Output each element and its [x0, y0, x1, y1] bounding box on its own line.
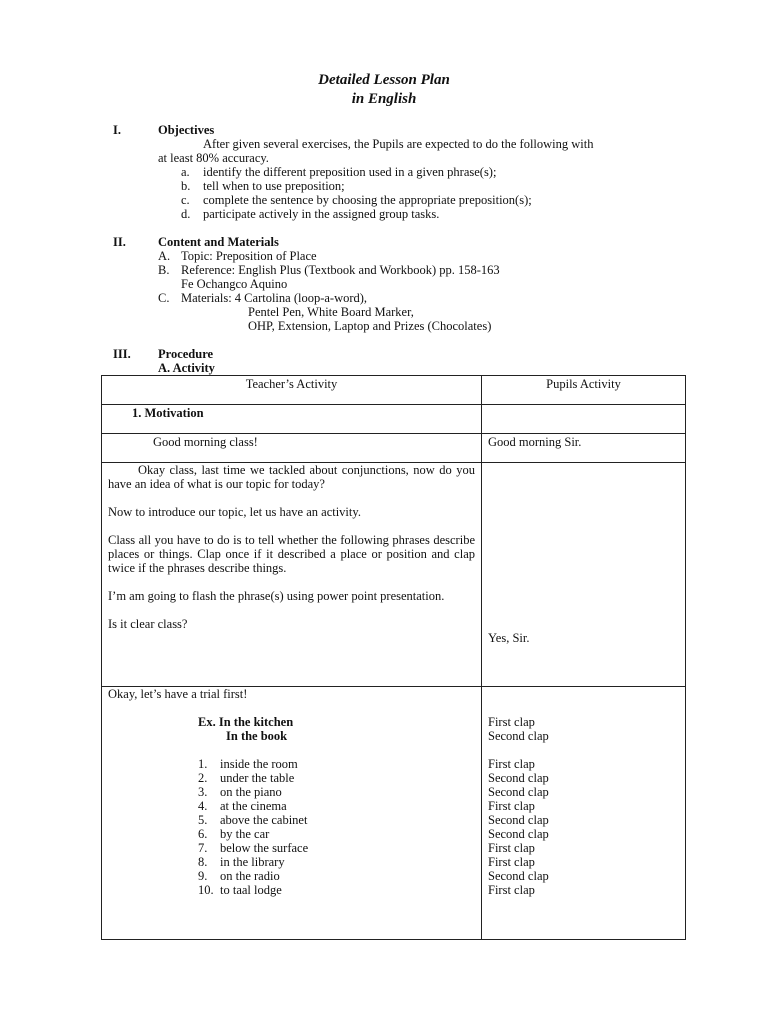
activity-table — [101, 375, 686, 940]
table-row — [102, 463, 686, 687]
list-item: 2. under the table — [198, 771, 295, 785]
list-item: 7. below the surface — [198, 841, 309, 855]
greeting-teacher: Good morning class! — [102, 434, 482, 463]
objective-letter: d. — [181, 207, 191, 221]
content-materials: Pentel Pen, White Board Marker, — [248, 305, 414, 319]
list-item: 1. inside the room — [198, 757, 298, 771]
instruction-paragraph: Okay class, last time we tackled about conjunctions, now do you have an idea of what is our topic for today? — [108, 463, 475, 491]
objectives-intro-line1: After given several exercises, the Pupils are expected to do the following with — [203, 137, 594, 151]
instruction-question: Is it clear class? — [108, 617, 188, 631]
list-item: Second clap — [488, 869, 549, 883]
list-item: 8. in the library — [198, 855, 285, 869]
example-phrase: In the book — [226, 729, 288, 743]
content-letter: A. — [158, 249, 171, 263]
list-item: Second clap — [488, 785, 549, 799]
content-materials: OHP, Extension, Laptop and Prizes (Chocolates) — [248, 319, 492, 333]
list-item: First clap — [488, 841, 535, 855]
example-answer: Second clap — [488, 729, 549, 743]
table-row — [102, 434, 686, 463]
list-item: 4. at the cinema — [198, 799, 287, 813]
list-item: First clap — [488, 799, 535, 813]
content-letter: C. — [158, 291, 170, 305]
list-item: Second clap — [488, 813, 549, 827]
content-reference: Reference: English Plus (Textbook and Workbook) pp. 158-163 — [181, 263, 500, 277]
phrase-list — [108, 757, 475, 897]
objective-letter: c. — [181, 193, 190, 207]
objective-item: participate actively in the assigned group tasks. — [203, 207, 440, 221]
list-item: First clap — [488, 883, 535, 897]
trial-intro: Okay, let’s have a trial first! — [108, 687, 248, 701]
list-item: 3. on the piano — [198, 785, 282, 799]
list-item: 5. above the cabinet — [198, 813, 308, 827]
objective-item: complete the sentence by choosing the appropriate preposition(s); — [203, 193, 532, 207]
answers-cell — [482, 687, 686, 940]
header-teacher: Teacher’s Activity — [102, 376, 482, 405]
objective-item: tell when to use preposition; — [203, 179, 345, 193]
document-title: Detailed Lesson Plan — [318, 72, 450, 88]
table-row — [102, 405, 686, 434]
greeting-pupils: Good morning Sir. — [482, 434, 686, 463]
motivation-label: 1. Motivation — [102, 405, 482, 434]
list-item: 6. by the car — [198, 827, 270, 841]
instruction-paragraph: Now to introduce our topic, let us have an activity. — [108, 505, 361, 519]
example-phrase: Ex. In the kitchen — [198, 715, 294, 729]
answer-list — [488, 757, 679, 897]
list-item: 10. to taal lodge — [198, 883, 282, 897]
empty-cell — [482, 405, 686, 434]
list-item: Second clap — [488, 827, 549, 841]
objectives-heading: Objectives — [158, 123, 215, 137]
section-numeral-objectives: I. — [113, 123, 121, 137]
content-author: Fe Ochangco Aquino — [181, 277, 288, 291]
table-header-row — [102, 376, 686, 405]
content-letter: B. — [158, 263, 170, 277]
procedure-subheading: A. Activity — [158, 361, 215, 375]
objectives-intro-line2: at least 80% accuracy. — [158, 151, 269, 165]
content-materials: Materials: 4 Cartolina (loop-a-word), — [181, 291, 368, 305]
content-topic: Topic: Preposition of Place — [181, 249, 317, 263]
section-numeral-content: II. — [113, 235, 126, 249]
objective-letter: b. — [181, 179, 191, 193]
pupils-response: Yes, Sir. — [482, 463, 686, 687]
procedure-heading: Procedure — [158, 347, 214, 361]
header-pupils: Pupils Activity — [482, 376, 686, 405]
list-item: 9. on the radio — [198, 869, 280, 883]
list-item: First clap — [488, 757, 535, 771]
trial-cell — [102, 687, 482, 940]
instruction-paragraph: I’m am going to flash the phrase(s) using power point presentation. — [108, 589, 445, 603]
document-subtitle: in English — [351, 91, 417, 107]
list-item: Second clap — [488, 771, 549, 785]
table-row — [102, 687, 686, 940]
list-item: First clap — [488, 855, 535, 869]
instructions-cell — [102, 463, 482, 687]
objective-item: identify the different preposition used in a given phrase(s); — [203, 165, 497, 179]
instruction-paragraph: Class all you have to do is to tell whether the following phrases describe places or things. Clap once if it described a place or position and clap twice if the phrases describe things. — [108, 533, 475, 575]
content-heading: Content and Materials — [158, 235, 279, 249]
example-answer: First clap — [488, 715, 535, 729]
objective-letter: a. — [181, 165, 190, 179]
section-numeral-procedure: III. — [113, 347, 131, 361]
